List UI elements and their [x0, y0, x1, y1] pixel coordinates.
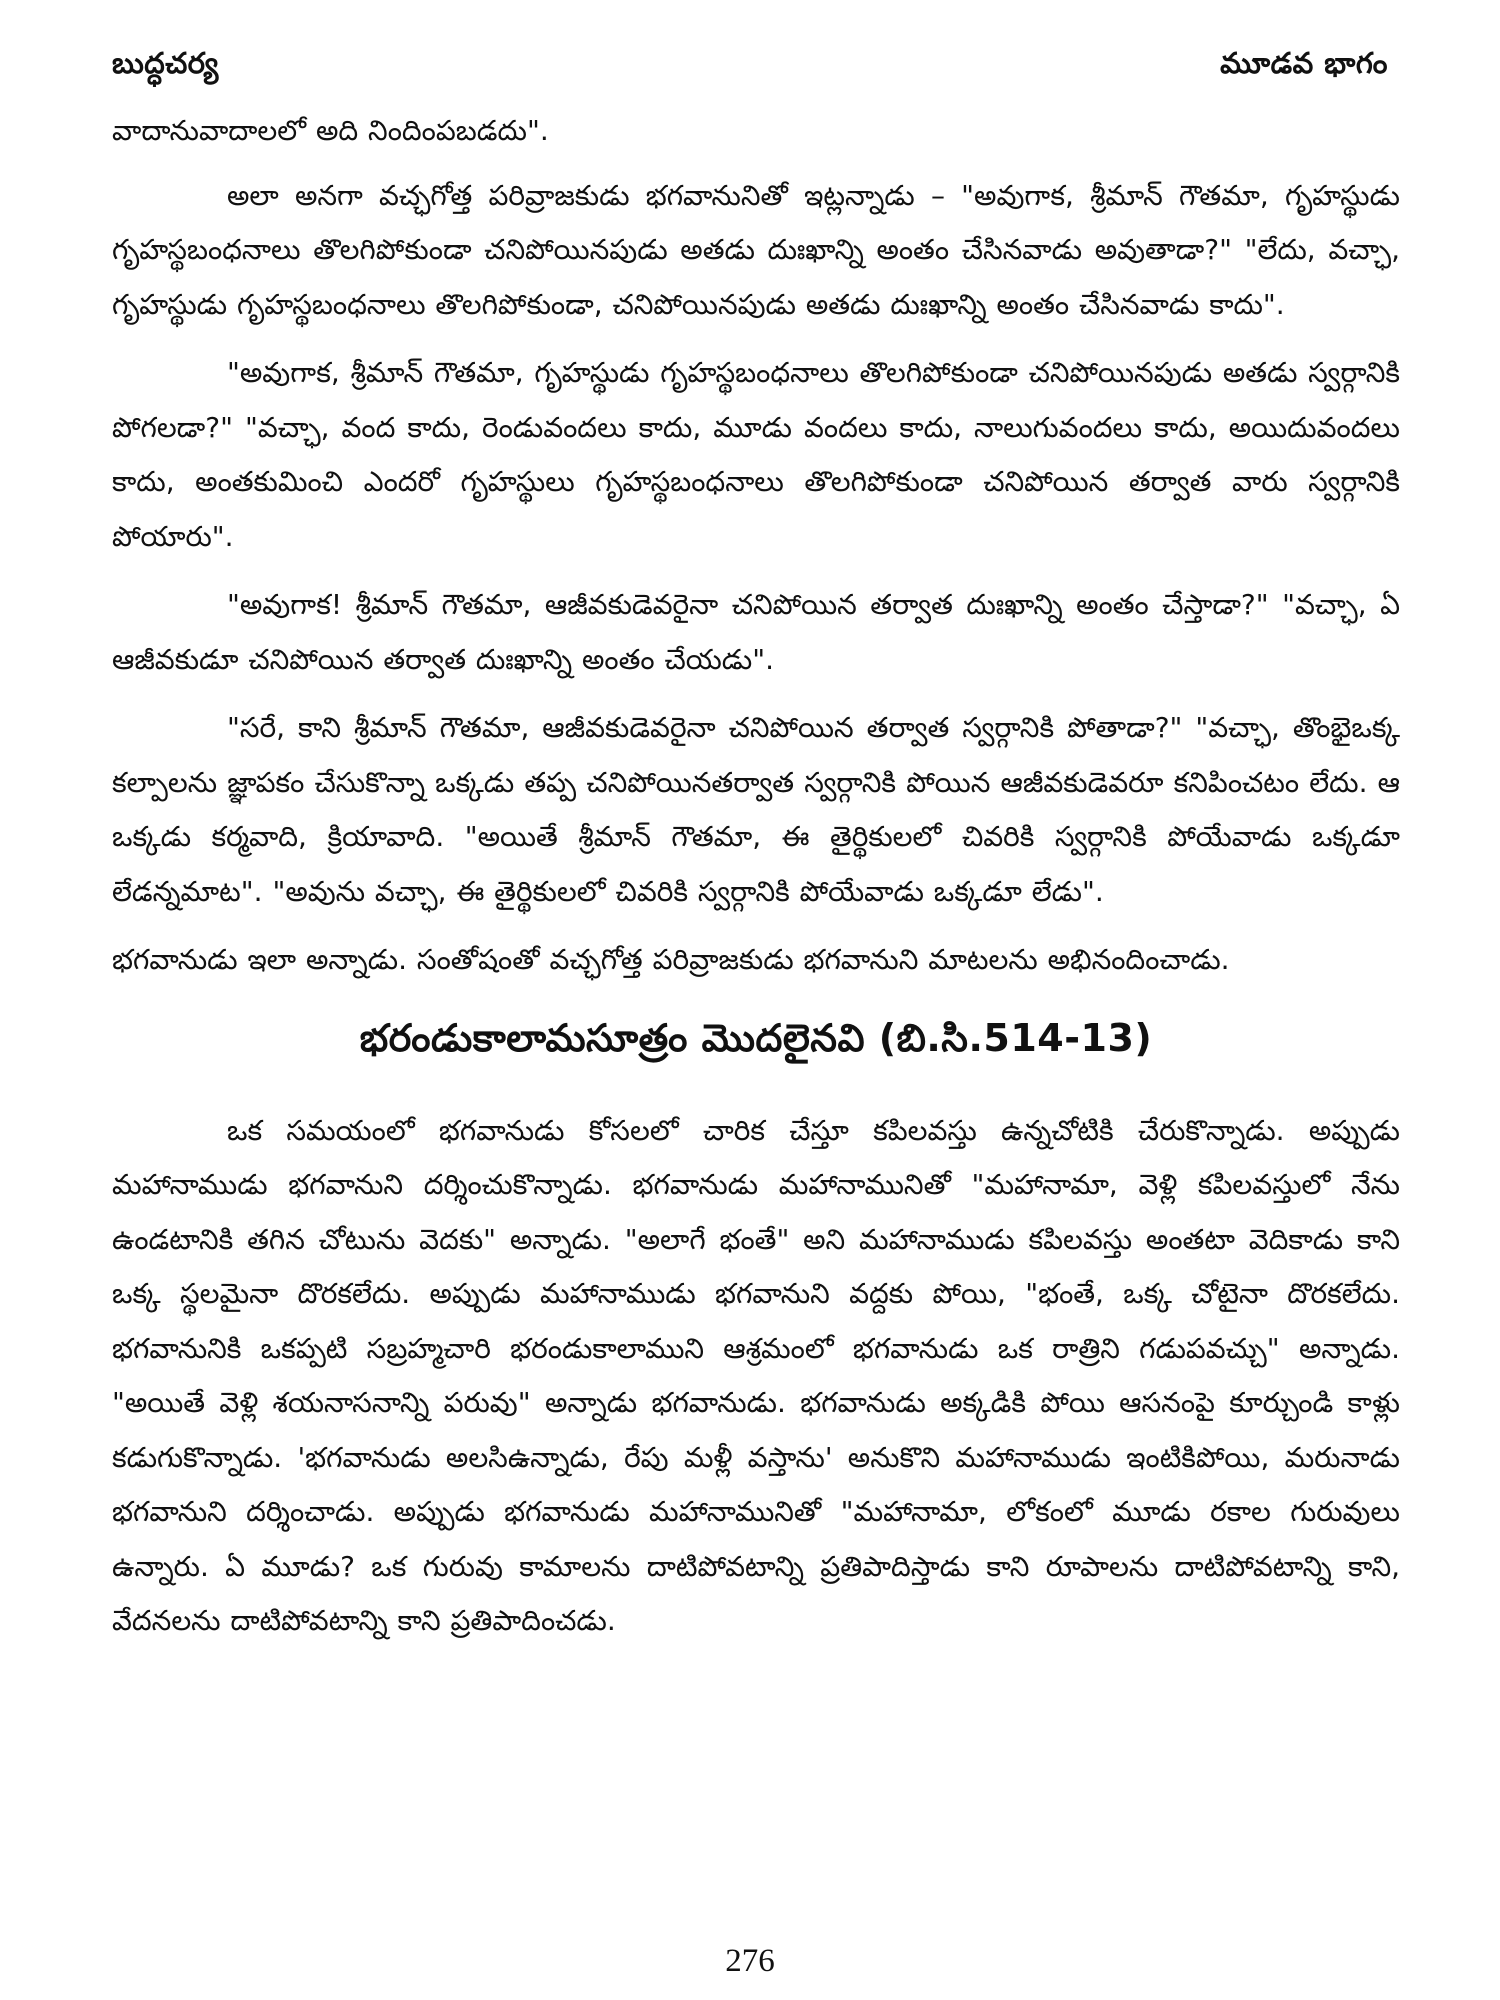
running-header [112, 46, 1388, 88]
paragraph: "సరే, కాని శ్రీమాన్ గౌతమా, ఆజీవకుడెవరైనా చనిపోయిన తర్వాత స్వర్గానికి పోతాడా?" "వచ్ఛా, తొంభైఒక్క కల్పాలను జ్ఞాపకం చేసుకొన్నా ఒక్కడు తప్ప చనిపోయినతర్వాత స్వర్గానికి పోయిన ఆజీవకుడెవరూ కనిపించటం లేదు. ఆ ఒక్కడు కర్మవాది, క్రియావాది. "అయితే శ్రీమాన్ గౌతమా, ఈ తైర్థికులలో చివరికి స్వర్గానికి పోయేవాడు ఒక్కడూ లేడన్నమాట". "అవును వచ్ఛా, ఈ తైర్థికులలో చివరికి స్వర్గానికి పోయేవాడు ఒక్కడూ లేడు". [112, 711, 1400, 908]
paragraph: అలా అనగా వచ్ఛగోత్త పరివ్రాజకుడు భగవానునితో ఇట్లన్నాడు – "అవుగాక, శ్రీమాన్ గౌతమా, గృహస్థుడు గృహస్థబంధనాలు తొలగిపోకుండా చనిపోయినపుడు అతడు దుఃఖాన్ని అంతం చేసినవాడు అవుతాడా?" "లేదు, వచ్ఛా, గృహస్థుడు గృహస్థబంధనాలు తొలగిపోకుండా, చనిపోయినపుడు అతడు దుఃఖాన్ని అంతం చేసినవాడు కాదు". [112, 178, 1400, 321]
paragraph: ఒక సమయంలో భగవానుడు కోసలలో చారిక చేస్తూ కపిలవస్తు ఉన్నచోటికి చేరుకొన్నాడు. అప్పుడు మహానాముడు భగవానుని దర్శించుకొన్నాడు. భగవానుడు మహానామునితో "మహానామా, వెళ్లి కపిలవస్తులో నేను ఉండటానికి తగిన చోటును వెదకు" అన్నాడు. "అలాగే భంతే" అని మహానాముడు కపిలవస్తు అంతటా వెదికాడు కాని ఒక్క స్థలమైనా దొరకలేదు. అప్పుడు మహానాముడు భగవానుని వద్దకు పోయి, "భంతే, ఒక్క చోటైనా దొరకలేదు. భగవానునికి ఒకప్పటి సబ్రహ్మచారి భరండుకాలాముని ఆశ్రమంలో భగవానుడు ఒక రాత్రిని గడుపవచ్చు" అన్నాడు. "అయితే వెళ్లి శయనాసనాన్ని పరువు" అన్నాడు భగవానుడు. భగవానుడు అక్కడికి పోయి ఆసనంపై కూర్చుండి కాళ్లు కడుగుకొన్నాడు. 'భగవానుడు అలసిఉన్నాడు, రేపు మళ్లీ వస్తాను' అనుకొని మహానాముడు ఇంటికిపోయి, మరునాడు భగవానుని దర్శించాడు. అప్పుడు భగవానుడు మహానామునితో "మహానామా, లోకంలో మూడు రకాల గురువులు ఉన్నారు. ఏ మూడు? ఒక గురువు కామాలను దాటిపోవటాన్ని ప్రతిపాదిస్తాడు కాని రూపాలను దాటిపోవటాన్ని కాని, వేదనలను దాటిపోవటాన్ని కాని ప్రతిపాదించడు. [112, 1113, 1400, 1637]
section-heading: భరండుకాలామసూత్రం మొదలైనవి (బి.సి.514-13) [359, 1015, 1153, 1060]
paragraph-continuation: వాదానువాదాలలో అది నిందింపబడదు". [112, 114, 549, 147]
paragraph: "అవుగాక, శ్రీమాన్ గౌతమా, గృహస్థుడు గృహస్థబంధనాలు తొలగిపోకుండా చనిపోయినపుడు అతడు స్వర్గానికి పోగలడా?" "వచ్ఛా, వంద కాదు, రెండువందలు కాదు, మూడు వందలు కాదు, నాలుగువందలు కాదు, అయిదువందలు కాదు, అంతకుమించి ఎందరో గృహస్థులు గృహస్థబంధనాలు తొలగిపోకుండా చనిపోయిన తర్వాత వారు స్వర్గానికి పోయారు". [112, 356, 1400, 553]
header-book-title: బుద్ధచర్య [112, 46, 219, 80]
header-part-title: మూడవ భాగం [1220, 46, 1388, 80]
paragraph: "అవుగాక! శ్రీమాన్ గౌతమా, ఆజీవకుడెవరైనా చనిపోయిన తర్వాత దుఃఖాన్ని అంతం చేస్తాడా?" "వచ్ఛా, ఏ ఆజీవకుడూ చనిపోయిన తర్వాత దుఃఖాన్ని అంతం చేయడు". [112, 588, 1400, 676]
body-text [112, 104, 1400, 1663]
page-number: 276 [725, 1943, 775, 1979]
paragraph: భగవానుడు ఇలా అన్నాడు. సంతోషంతో వచ్ఛగోత్త పరివ్రాజకుడు భగవానుని మాటలను అభినందించాడు. [112, 943, 1230, 976]
